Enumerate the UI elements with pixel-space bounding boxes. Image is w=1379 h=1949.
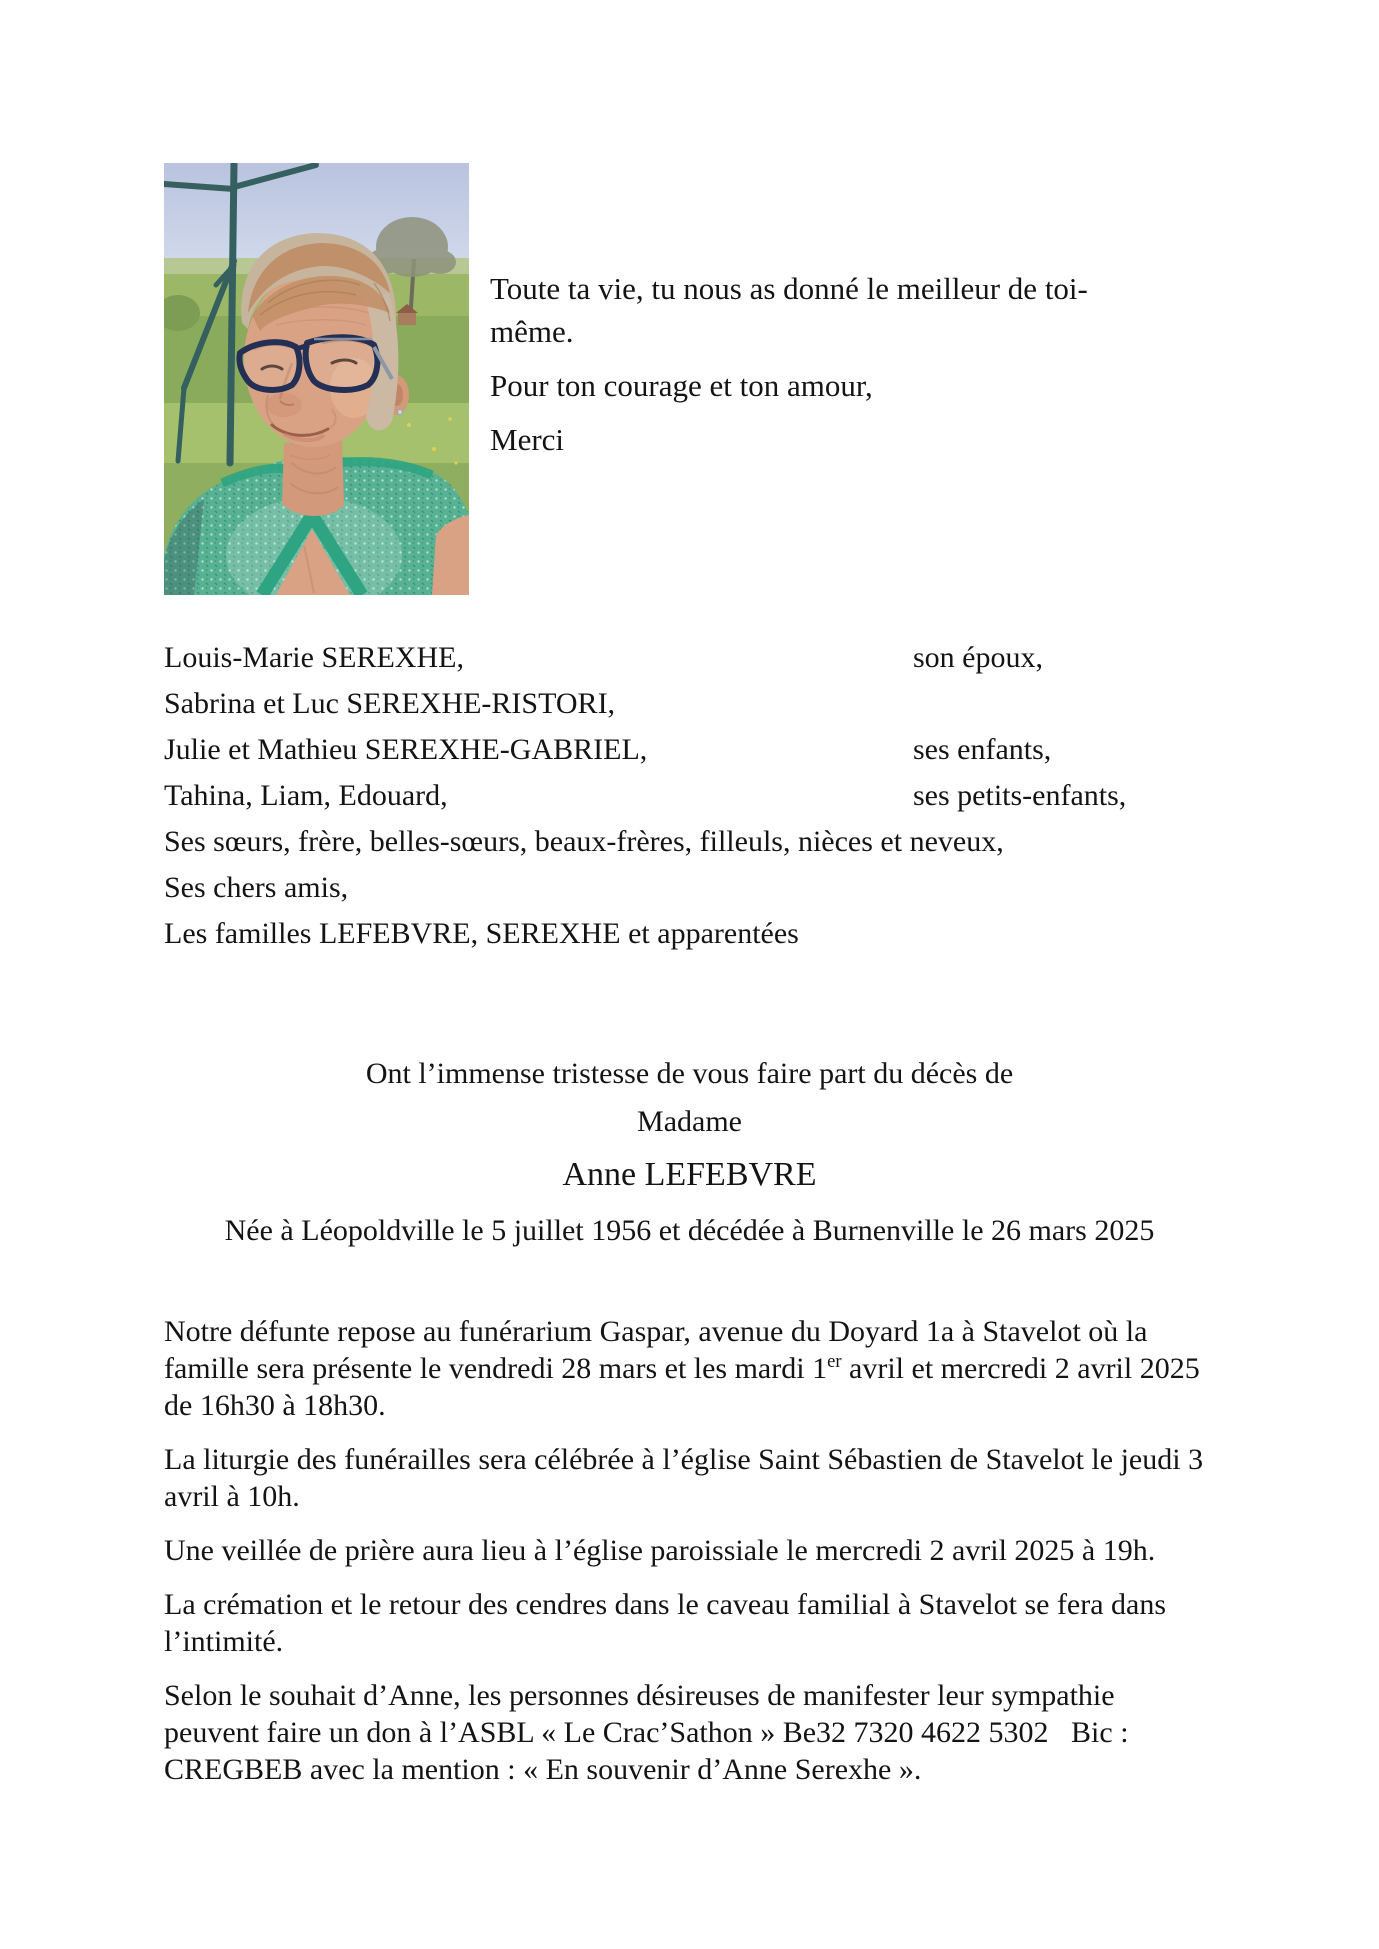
family-member-name: Ses sœurs, frère, belles-sœurs, beaux-frères, filleuls, nièces et neveux, xyxy=(164,825,1004,858)
family-row xyxy=(164,727,1215,773)
family-row xyxy=(164,635,1215,681)
quote-paragraph-1 xyxy=(490,267,1088,353)
quote-line-2: même. xyxy=(490,314,574,349)
portrait-photo xyxy=(164,163,469,595)
family-list xyxy=(164,635,1215,957)
repose-paragraph xyxy=(164,1313,1215,1424)
ordinal-superscript: er xyxy=(827,1351,842,1372)
photo-quote-section xyxy=(164,0,1215,595)
family-member-name: Les familles LEFEBVRE, SEREXHE et apparentées xyxy=(164,917,799,950)
family-member-name: Sabrina et Luc SEREXHE-RISTORI, xyxy=(164,687,616,720)
family-member-name: Louis-Marie SEREXHE, xyxy=(164,641,464,674)
liturgy-paragraph: La liturgie des funérailles sera célébrée à l’église Saint Sébastien de Stavelot le jeudi 3 avril à 10h. xyxy=(164,1443,1204,1513)
family-relation: ses petits-enfants, xyxy=(913,779,1127,812)
family-relation: son époux, xyxy=(913,641,1043,674)
family-row xyxy=(164,911,1215,957)
family-row xyxy=(164,773,1215,819)
funeral-details xyxy=(164,1313,1215,1788)
repose-text-end: avril et mercredi 2 avril 2025 de 16h30 à 18h30. xyxy=(164,1352,1200,1422)
cremation-paragraph: La crémation et le retour des cendres dans le caveau familial à Stavelot se fera dans l’intimité. xyxy=(164,1588,1167,1658)
announcement-intro: Ont l’immense tristesse de vous faire part du décès de xyxy=(365,1057,1014,1090)
family-row xyxy=(164,681,1215,727)
family-member-name: Ses chers amis, xyxy=(164,871,349,904)
deceased-title: Madame xyxy=(637,1105,742,1138)
vigil-paragraph: Une veillée de prière aura lieu à l’église paroissiale le mercredi 2 avril 2025 à 19h. xyxy=(164,1534,1156,1567)
family-member-name: Tahina, Liam, Edouard, xyxy=(164,779,448,812)
death-announcement xyxy=(164,1053,1215,1252)
family-row xyxy=(164,819,1215,865)
quote-line-1: Toute ta vie, tu nous as donné le meilleur de toi- xyxy=(490,271,1088,306)
family-relation: ses enfants, xyxy=(913,733,1052,766)
quote-paragraph-2: Pour ton courage et ton amour, xyxy=(490,368,873,403)
life-dates: Née à Léopoldville le 5 juillet 1956 et décédée à Burnenville le 26 mars 2025 xyxy=(224,1214,1155,1247)
family-row xyxy=(164,865,1215,911)
portrait-photo-illustration xyxy=(164,163,469,595)
deceased-name: Anne LEFEBVRE xyxy=(562,1156,817,1193)
family-member-name: Julie et Mathieu SEREXHE-GABRIEL, xyxy=(164,733,648,766)
donation-paragraph: Selon le souhait d’Anne, les personnes désireuses de manifester leur sympathie peuvent faire un don à l’ASBL « Le Crac’Sathon » Be32 7320 4622 5302 Bic : CREGBEB avec la mention : « En souvenir d’Anne Serexhe ». xyxy=(164,1679,1129,1786)
quote-paragraph-3: Merci xyxy=(490,422,565,457)
tribute-quote xyxy=(490,163,1088,595)
repose-text-start: Notre défunte repose au funérarium Gaspar, avenue du Doyard 1a à Stavelot où la famille sera présente le vendredi 28 mars et les mardi 1 xyxy=(164,1315,1148,1385)
